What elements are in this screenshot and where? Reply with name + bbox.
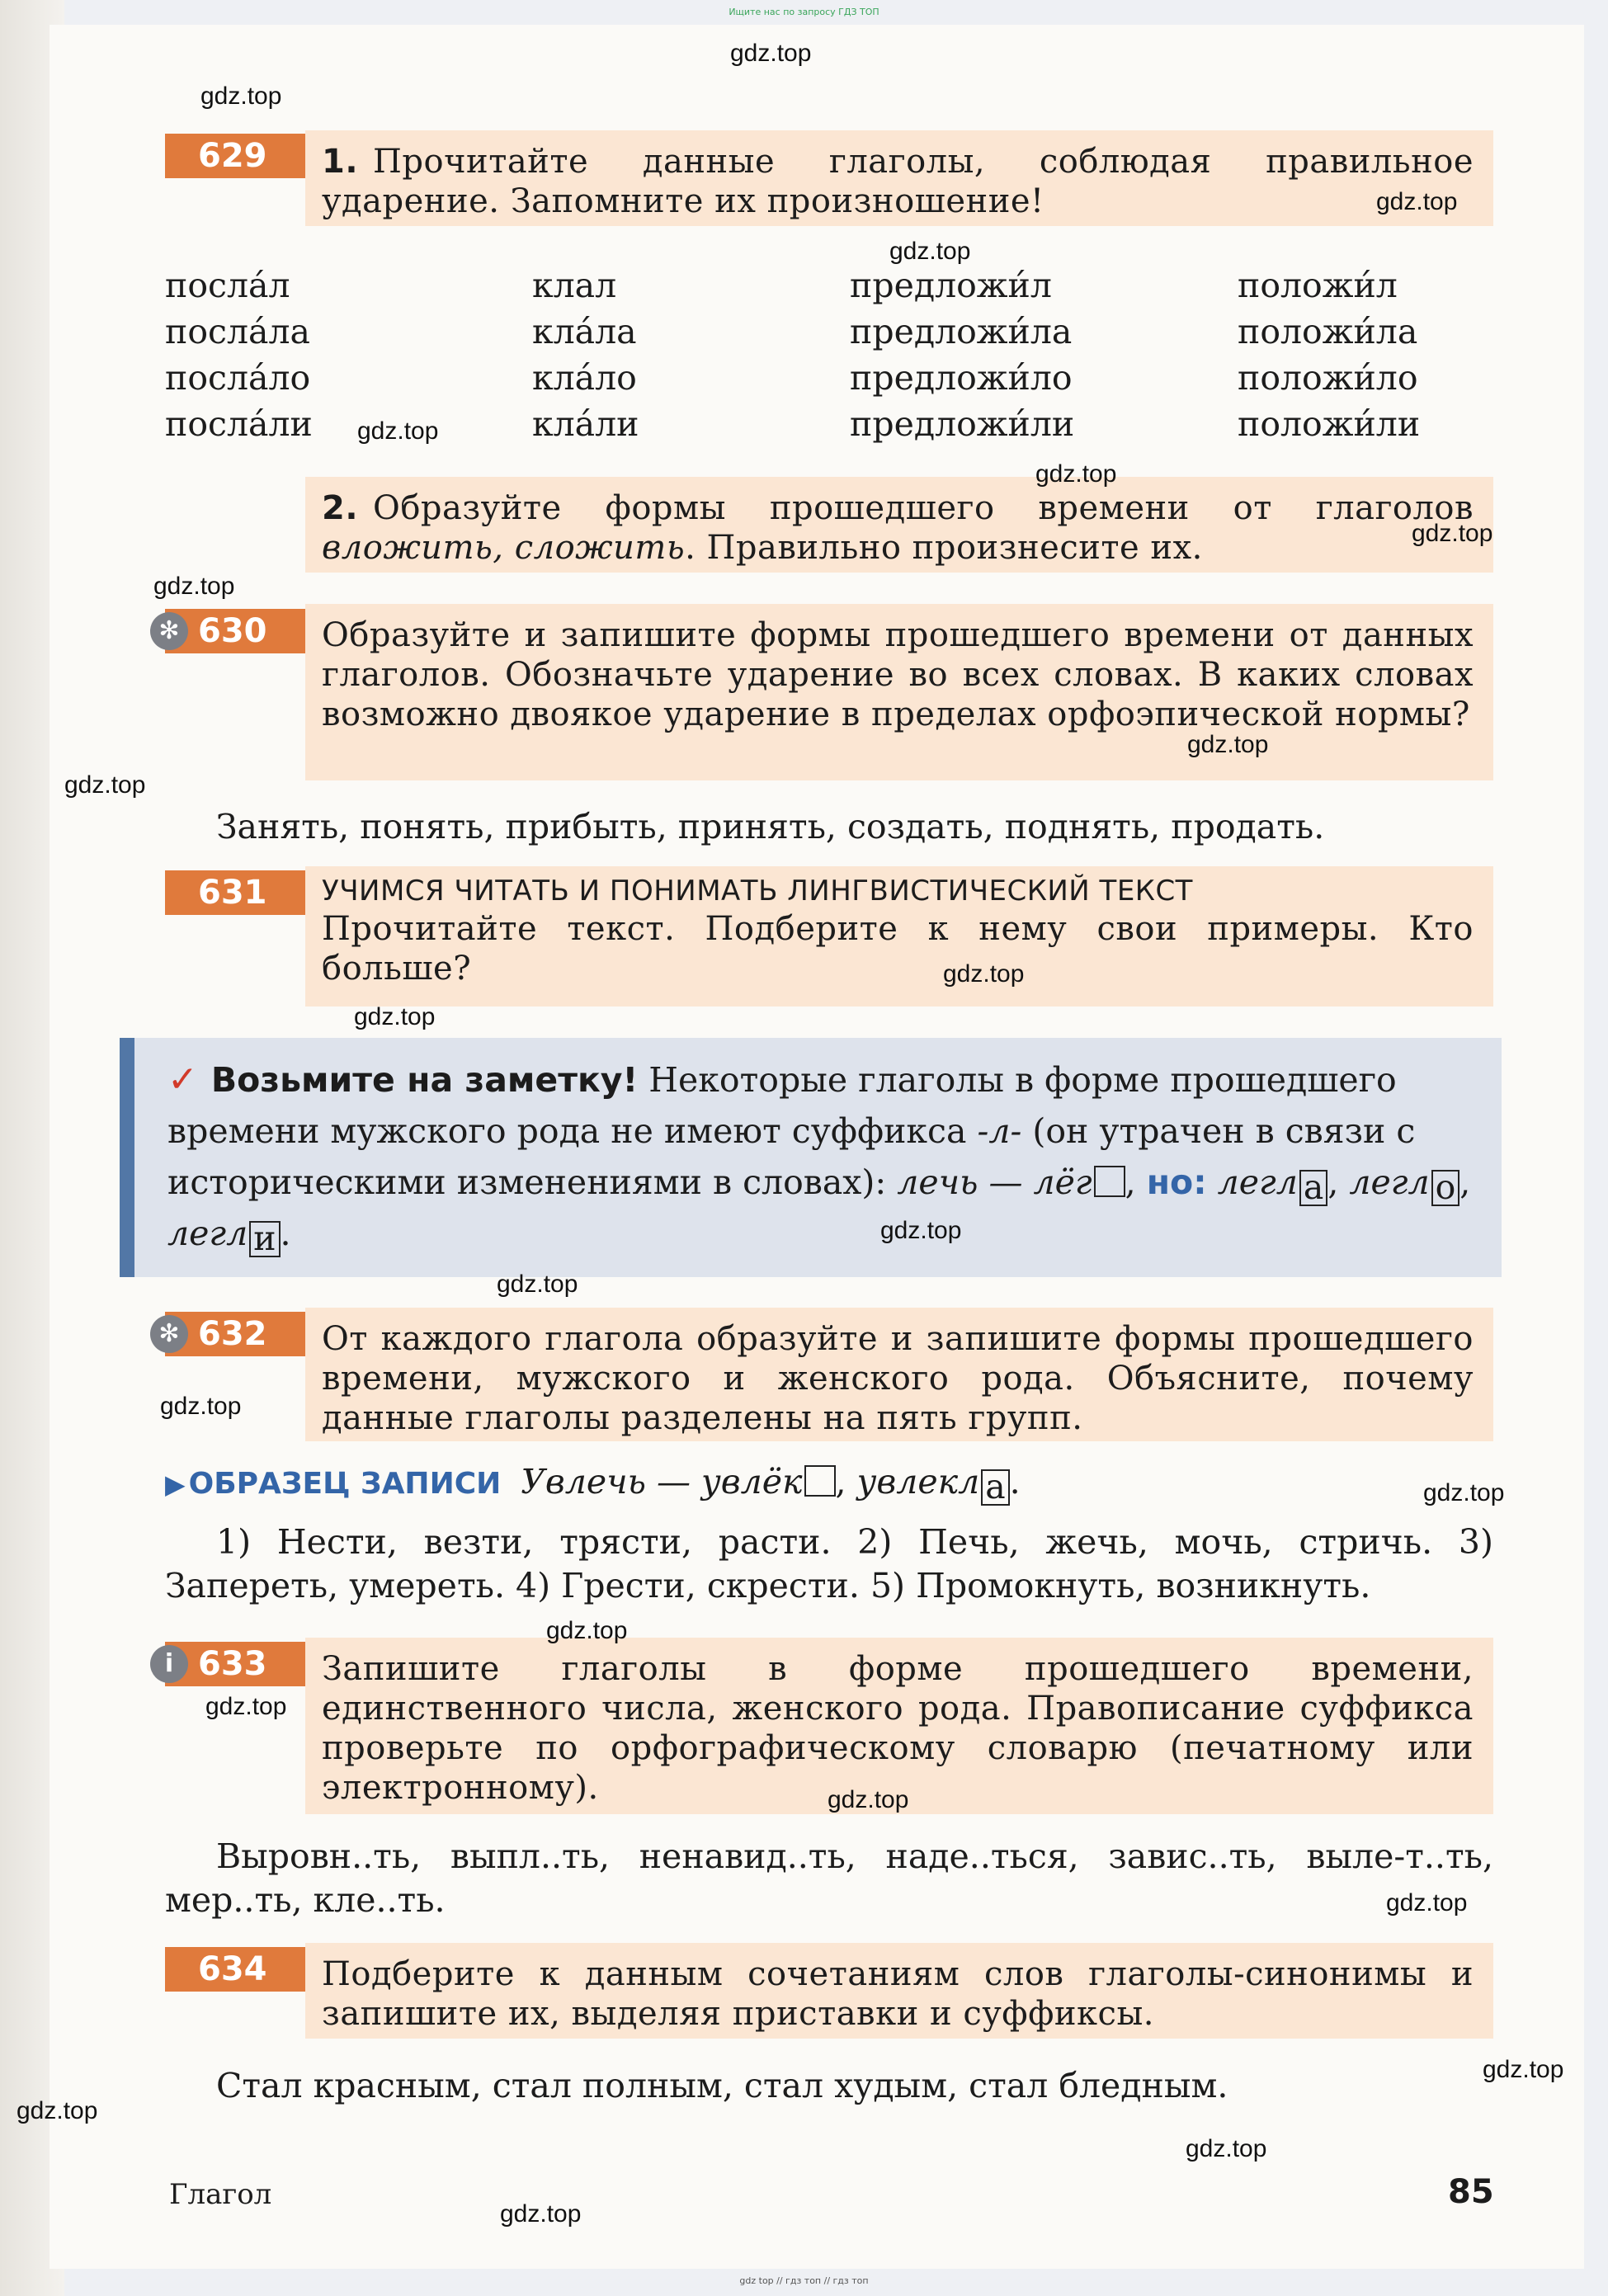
exercise-number-629: 629 <box>165 134 305 178</box>
note-text: (он утрачен в связи с историческими изменениями в словах): <box>167 1111 1416 1202</box>
exercise-633-task: Запишите глаголы в форме прошедшего времени, единственного числа, женского рода. Правописание суффикса проверьте по орфографическому словарю (печатному или электронному). <box>305 1638 1493 1814</box>
watermark: gdz.top <box>880 1217 962 1244</box>
note-example: легл <box>1217 1162 1298 1202</box>
number-text: 632 <box>198 1315 267 1353</box>
verb: посла́ла <box>165 312 310 351</box>
task-text: Прочитайте текст. Подберите к нему свои примеры. Кто больше? <box>322 910 1474 988</box>
exercise-630-words: Занять, понять, прибыть, принять, создать, поднять, продать. <box>216 807 1325 846</box>
empty-ending-box <box>804 1465 836 1497</box>
watermark: gdz.top <box>160 1393 242 1420</box>
part-number: 1. <box>322 143 359 181</box>
watermark: gdz.top <box>1412 520 1493 547</box>
ending-box: а <box>1299 1170 1327 1206</box>
watermark: gdz.top <box>497 1271 578 1298</box>
exercise-629-task-2 <box>305 477 1493 573</box>
number-text: 633 <box>198 1645 267 1683</box>
watermark: gdz.top <box>354 1003 436 1030</box>
watermark: gdz.top <box>730 40 812 67</box>
task-text: . Правильно произнесите их. <box>685 529 1203 567</box>
verb: кла́ло <box>532 358 637 398</box>
verb: положи́ли <box>1238 404 1421 444</box>
verb: положи́л <box>1238 266 1398 305</box>
exercise-number-632 <box>158 1312 305 1356</box>
note-suffix: -л- <box>977 1111 1022 1151</box>
part-number: 2. <box>322 489 359 527</box>
note-text: Некоторые глаголы в форме прошедшего времени мужского рода не имеют суффикса <box>167 1060 1397 1151</box>
exercise-629-task-1 <box>305 130 1493 226</box>
exercise-number-633 <box>165 1642 305 1686</box>
empty-ending-box <box>1094 1166 1125 1197</box>
sample-label: ОБРАЗЕЦ ЗАПИСИ <box>188 1467 502 1501</box>
verb: положи́ло <box>1238 358 1418 398</box>
exercise-630-task: Образуйте и запишите формы прошедшего времени от данных глаголов. Обозначьте ударение во всех словах. В каких словах возможно двоякое ударение в пределах орфоэпической нормы? <box>305 604 1493 780</box>
page-number: 85 <box>1448 2173 1494 2211</box>
section-heading: УЧИМСЯ ЧИТАТЬ И ПОНИМАТЬ ЛИНГВИСТИЧЕСКИЙ ТЕКСТ <box>322 875 1193 908</box>
footer-notice: gdz top // гдз топ // гдз топ <box>739 2275 869 2286</box>
watermark: gdz.top <box>546 1617 628 1644</box>
header-notice: Ищите нас по запросу ГДЗ ТОП <box>729 7 879 17</box>
note-but: но: <box>1146 1162 1207 1202</box>
note-example: лечь — лёг <box>897 1162 1092 1202</box>
verb-column-3 <box>850 262 1074 447</box>
verb: положи́ла <box>1238 312 1418 351</box>
note-example: легл <box>167 1214 248 1253</box>
watermark: gdz.top <box>153 573 235 600</box>
task-text: Образуйте формы прошедшего времени от глаголов <box>373 489 1474 527</box>
watermark: gdz.top <box>200 83 282 110</box>
note-example: легл <box>1349 1162 1430 1202</box>
verb: предложи́ло <box>850 358 1073 398</box>
watermark: gdz.top <box>1483 2056 1564 2083</box>
verb: кла́ла <box>532 312 637 351</box>
watermark: gdz.top <box>205 1693 287 1720</box>
watermark: gdz.top <box>889 238 971 265</box>
footer-section-title: Глагол <box>169 2178 272 2211</box>
exercise-number-630 <box>158 609 305 653</box>
watermark: gdz.top <box>357 417 439 445</box>
triangle-icon: ▶ <box>165 1469 186 1500</box>
exercise-631-task <box>305 866 1493 1007</box>
verb: посла́л <box>165 266 290 305</box>
exercise-number-634: 634 <box>165 1947 305 1992</box>
star-icon: ✻ <box>150 612 188 650</box>
verb: посла́ли <box>165 404 313 444</box>
exercise-633-words: Выровн..ть, выпл..ть, ненавид..ть, наде..ться, завис..ть, выле-т..ть, мер..ть, кле..ть. <box>165 1836 1493 1920</box>
verb-column-2 <box>532 262 639 447</box>
watermark: gdz.top <box>1376 188 1458 215</box>
task-italic-words: вложить, сложить <box>322 529 686 567</box>
watermark: gdz.top <box>17 2097 98 2124</box>
sample-text: Увлечь — увлёк <box>521 1462 803 1502</box>
ending-box: о <box>1431 1170 1460 1206</box>
number-text: 630 <box>198 612 267 650</box>
task-text: Прочитайте данные глаголы, соблюдая правильное ударение. Запомните их произношение! <box>322 143 1474 220</box>
star-icon: ✻ <box>150 1315 188 1353</box>
watermark: gdz.top <box>1423 1479 1505 1506</box>
ending-box: и <box>249 1221 280 1257</box>
exercise-634-task: Подберите к данным сочетаниям слов глаголы-синонимы и запишите их, выделяя приставки и суффиксы. <box>305 1943 1493 2039</box>
note-heading: Возьмите на заметку! <box>210 1060 639 1100</box>
watermark: gdz.top <box>828 1786 909 1813</box>
ending-box: а <box>981 1469 1009 1506</box>
verb: кла́ли <box>532 404 639 444</box>
verb-column-1 <box>165 262 313 447</box>
sample-text: увлекл <box>856 1462 980 1502</box>
watermark: gdz.top <box>1187 731 1269 758</box>
verb: предложи́ли <box>850 404 1075 444</box>
verb: предложи́л <box>850 266 1052 305</box>
note-box: ✓ Возьмите на заметку! Некоторые глаголы в форме прошедшего времени мужского рода не имеют суффикса -л- (он утрачен в связи с историческими изменениями в словах): лечь — лёг , но: легл а , легл о , легл и . <box>120 1038 1502 1277</box>
info-icon: i <box>150 1645 188 1683</box>
watermark: gdz.top <box>500 2200 582 2228</box>
sample-record: ▶ ОБРАЗЕЦ ЗАПИСИ Увлечь — увлёк , увлекл а . <box>165 1462 1021 1506</box>
watermark: gdz.top <box>1035 460 1117 488</box>
exercise-number-631: 631 <box>165 870 305 915</box>
watermark: gdz.top <box>1386 1889 1468 1916</box>
watermark: gdz.top <box>943 960 1025 988</box>
exercise-632-groups: 1) Нести, везти, трясти, расти. 2) Печь, жечь, мочь, стричь. 3) Запереть, умереть. 4) Грести, скрести. 5) Промокнуть, возникнуть. <box>165 1522 1493 1605</box>
verb: посла́ло <box>165 358 311 398</box>
verb: клал <box>532 266 617 305</box>
verb: предложи́ла <box>850 312 1073 351</box>
watermark: gdz.top <box>1186 2135 1267 2162</box>
watermark: gdz.top <box>64 771 146 799</box>
checkmark-icon: ✓ <box>167 1058 198 1101</box>
verb-column-4 <box>1238 262 1420 447</box>
exercise-632-task: От каждого глагола образуйте и запишите формы прошедшего времени, мужского и женского рода. Объясните, почему данные глаголы разделены на пять групп. <box>305 1308 1493 1441</box>
exercise-634-words: Стал красным, стал полным, стал худым, стал бледным. <box>216 2066 1228 2105</box>
